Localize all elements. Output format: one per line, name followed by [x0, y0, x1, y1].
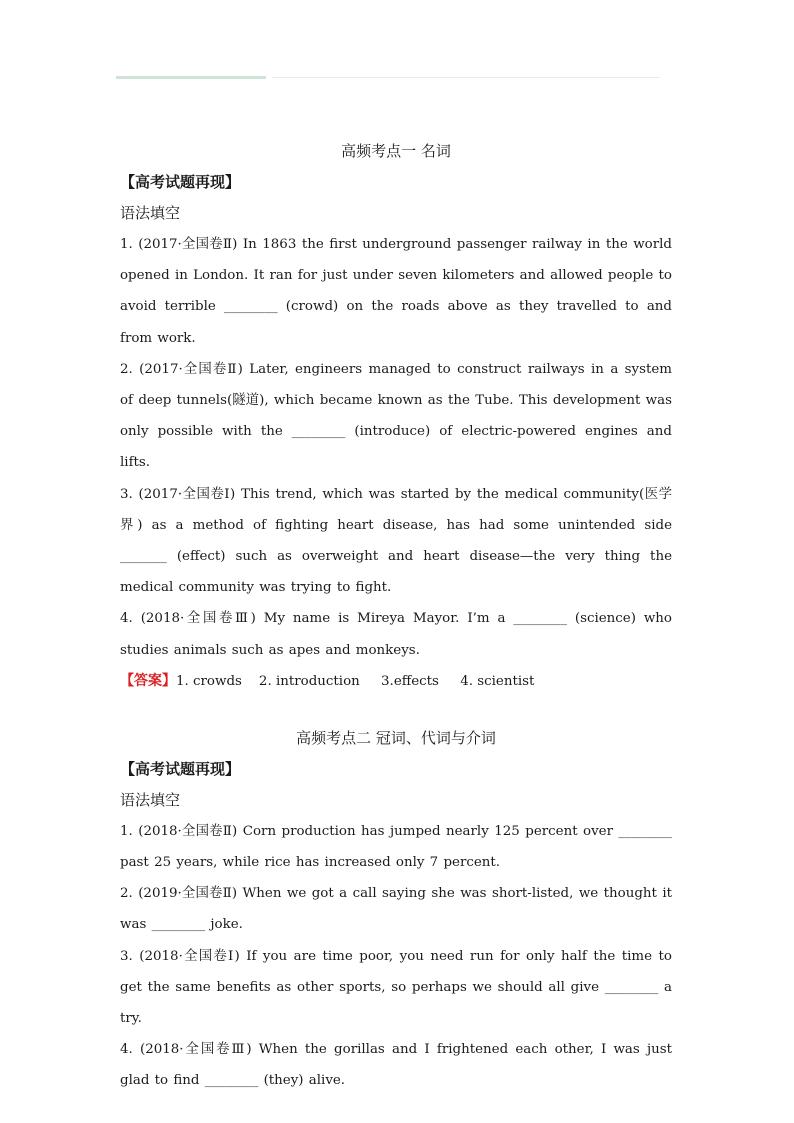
question-item: 1. (2018·全国卷Ⅱ) Corn production has jumped nearly 125 percent over ________ past 25 years, while rice has increased only 7 percent.: [120, 823, 672, 871]
exercise-type: 语法填空: [120, 790, 181, 809]
answer-tag: 【答案】: [120, 672, 176, 689]
exercise-type: 语法填空: [120, 204, 181, 222]
document-body: [120, 136, 672, 1097]
answer-text: 1. crowds 2. introduction 3.effects 4. scientist: [176, 673, 535, 689]
question-item: 4. (2018·全国卷Ⅲ) When the gorillas and I frightened each other, I was just glad to find ________ (they) alive.: [120, 1042, 672, 1089]
question-item: 4. (2018·全国卷Ⅲ) My name is Mireya Mayor. I’m a ________ (science) who studies animals such as apes and monkeys.: [120, 611, 672, 658]
section-articles-pronouns-prepositions: [120, 723, 672, 1097]
section-label: 【高考试题再现】: [120, 173, 241, 191]
section-title: 高频考点二 冠词、代词与介词: [296, 728, 496, 747]
question-item: 3. (2017·全国卷Ⅰ) This trend, which was started by the medical community(医学界) as a method of fighting heart disease, has had some unintended side _______ (effect) such as overweight and heart disease—the very thing the medical community was trying to fight.: [120, 486, 672, 596]
section-label: 【高考试题再现】: [120, 759, 241, 778]
question-item: 2. (2019·全国卷Ⅱ) When we got a call saying she was short-listed, we thought it was ________ joke.: [120, 886, 672, 933]
question-item: 1. (2017·全国卷Ⅱ) In 1863 the first underground passenger railway in the world opened in London. It ran for just under seven kilometers and allowed people to avoid terrible ________ (crowd) on the roads above as they travelled to and from work.: [120, 237, 672, 346]
header-rule-line: [272, 77, 660, 78]
header-rule-accent: [116, 76, 266, 79]
question-item: 3. (2018·全国卷Ⅰ) If you are time poor, you need run for only half the time to get the same benefits as other sports, so perhaps we should all give ________ a try.: [120, 948, 672, 1027]
question-item: 2. (2017·全国卷Ⅱ) Later, engineers managed to construct railways in a system of deep tunnels(隧道), which became known as the Tube. This development was only possible with the ________ (introduce) of electric-powered engines and lifts.: [120, 361, 672, 471]
section-title: 高频考点一 名词: [341, 142, 451, 160]
answer-line: [120, 666, 672, 697]
section-nouns: [120, 136, 672, 697]
header-rule: [116, 76, 660, 79]
